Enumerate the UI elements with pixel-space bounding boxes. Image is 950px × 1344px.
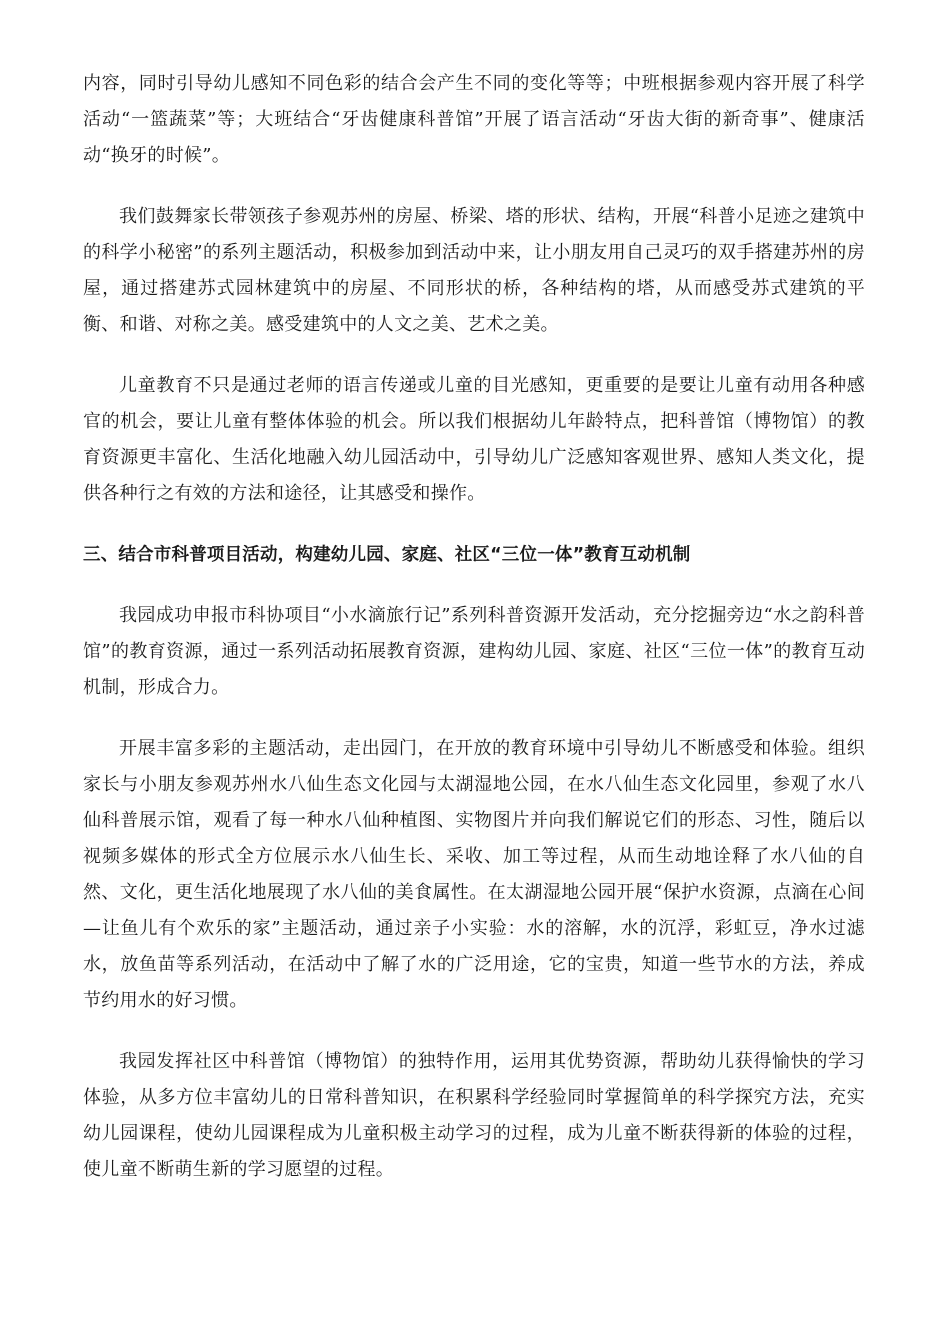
paragraph-child-education: 儿童教育不只是通过老师的语言传递或儿童的目光感知，更重要的是要让儿童有动用各种感官的机会，要让儿童有整体体验的机会。所以我们根据幼儿年龄特点，把科普馆（博物馆）的教育资源更丰富化、生活化地融入幼儿园活动中，引导幼儿广泛感知客观世界、感知人类文化，提供各种行之有效的方法和途径，让其感受和操作。 <box>83 375 865 504</box>
document-page <box>83 66 865 1213</box>
paragraph-community-museum: 我园发挥社区中科普馆（博物馆）的独特作用，运用其优势资源，帮助幼儿获得愉快的学习体验，从多方位丰富幼儿的日常科普知识，在积累科学经验同时掌握简单的科学探究方法，充实幼儿园课程，使幼儿园课程成为儿童积极主动学习的过程，成为儿童不断获得新的体验的过程，使儿童不断萌生新的学习愿望的过程。 <box>83 1051 865 1180</box>
paragraph-continuation: 内容，同时引导幼儿感知不同色彩的结合会产生不同的变化等等；中班根据参观内容开展了科学活动“一篮蔬菜”等；大班结合“牙齿健康科普馆”开展了语言活动“牙齿大街的新奇事”、健康活动“换牙的时候”。 <box>83 73 865 166</box>
paragraph-theme-activities: 开展丰富多彩的主题活动，走出园门，在开放的教育环境中引导幼儿不断感受和体验。组织家长与小朋友参观苏州水八仙生态文化园与太湖湿地公园，在水八仙生态文化园里，参观了水八仙科普展示馆，观看了每一种水八仙种植图、实物图片并向我们解说它们的形态、习性，随后以视频多媒体的形式全方位展示水八仙生长、采收、加工等过程，从而生动地诠释了水八仙的自然、文化，更生活化地展现了水八仙的美食属性。在太湖湿地公园开展“保护水资源，点滴在心间—让鱼儿有个欢乐的家”主题活动，通过亲子小实验：水的溶解，水的沉浮，彩虹豆，净水过滤水，放鱼苗等系列活动，在活动中了解了水的广泛用途，它的宝贵，知道一些节水的方法，养成节约用水的好习惯。 <box>83 738 865 1011</box>
section-heading: 三、结合市科普项目活动，构建幼儿园、家庭、社区“三位一体”教育互动机制 <box>83 545 691 565</box>
paragraph-project-application: 我园成功申报市科协项目“小水滴旅行记”系列科普资源开发活动，充分挖掘旁边“水之韵科普馆”的教育资源，通过一系列活动拓展教育资源，建构幼儿园、家庭、社区“三位一体”的教育互动机制，形成合力。 <box>83 605 865 698</box>
paragraph-architecture-activity: 我们鼓舞家长带领孩子参观苏州的房屋、桥梁、塔的形状、结构，开展“科普小足迹之建筑中的科学小秘密”的系列主题活动，积极参加到活动中来，让小朋友用自己灵巧的双手搭建苏州的房屋，通过搭建苏式园林建筑中的房屋、不同形状的桥，各种结构的塔，从而感受苏式建筑的平衡、和谐、对称之美。感受建筑中的人文之美、艺术之美。 <box>83 206 865 335</box>
